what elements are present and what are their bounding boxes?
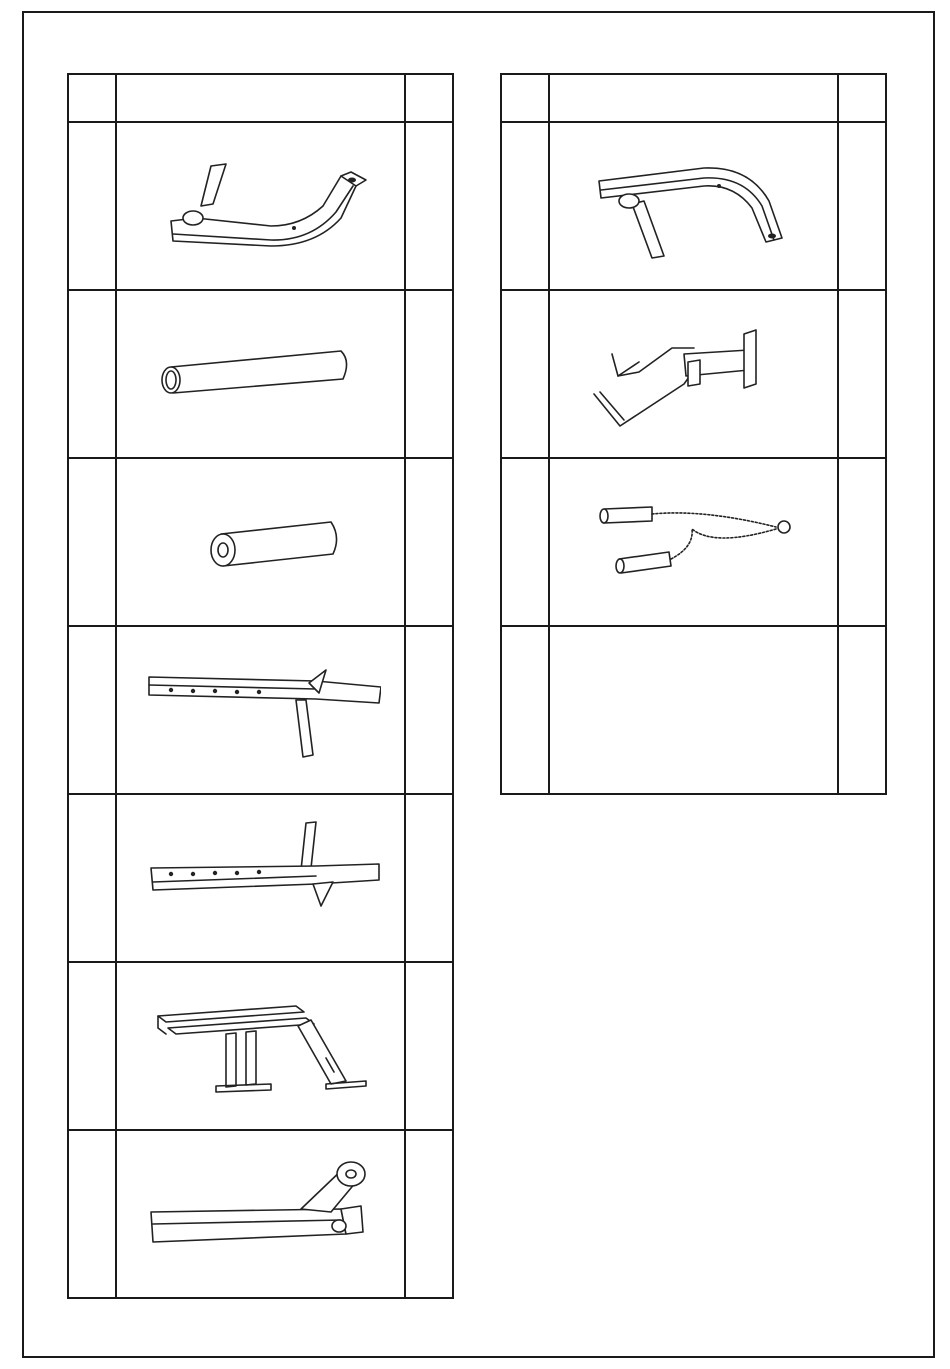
table-row	[68, 458, 453, 626]
part-image-cell	[549, 458, 838, 626]
handle-rope-icon	[584, 487, 804, 597]
part-image-cell	[116, 122, 405, 290]
header-description	[116, 74, 405, 122]
part-qty	[838, 458, 886, 626]
part-qty	[405, 1130, 453, 1298]
table-row	[501, 458, 886, 626]
perforated-bar-post-up-icon	[141, 818, 381, 938]
part-qty	[405, 794, 453, 962]
table-row	[68, 626, 453, 794]
short-tube-icon	[151, 492, 371, 592]
part-qty	[405, 122, 453, 290]
header-no	[68, 74, 116, 122]
part-qty	[838, 290, 886, 458]
long-tube-icon	[151, 339, 371, 409]
part-number	[68, 794, 116, 962]
part-qty	[405, 458, 453, 626]
part-number	[68, 458, 116, 626]
curved-frame-mirrored-icon	[584, 146, 804, 266]
part-image-cell	[549, 626, 838, 794]
table-row	[501, 626, 886, 794]
part-qty	[405, 626, 453, 794]
part-number	[68, 962, 116, 1130]
curved-frame-icon	[151, 146, 371, 266]
perforated-bar-post-down-icon	[141, 655, 381, 765]
part-qty	[405, 962, 453, 1130]
part-qty	[838, 626, 886, 794]
part-number	[501, 458, 549, 626]
part-image-cell	[549, 122, 838, 290]
part-image-cell	[116, 962, 405, 1130]
part-image-cell	[116, 290, 405, 458]
part-number	[501, 290, 549, 458]
table-row	[68, 290, 453, 458]
parts-table-left	[67, 73, 454, 1299]
part-image-cell	[116, 794, 405, 962]
table-header	[68, 74, 453, 122]
seat-frame-icon	[146, 986, 376, 1106]
header-qty	[838, 74, 886, 122]
table-row	[501, 290, 886, 458]
table-header	[501, 74, 886, 122]
header-description	[549, 74, 838, 122]
part-number	[501, 626, 549, 794]
table-row	[68, 962, 453, 1130]
bar-holder-hook-icon	[584, 314, 804, 434]
parts-table-right	[500, 73, 887, 795]
part-image-cell	[116, 1130, 405, 1298]
part-qty	[838, 122, 886, 290]
table-row	[501, 122, 886, 290]
part-number	[68, 626, 116, 794]
part-image-cell	[116, 626, 405, 794]
table-row	[68, 122, 453, 290]
header-qty	[405, 74, 453, 122]
part-image-cell	[116, 458, 405, 626]
part-number	[68, 122, 116, 290]
part-number	[501, 122, 549, 290]
part-number	[68, 1130, 116, 1298]
header-no	[501, 74, 549, 122]
part-number	[68, 290, 116, 458]
table-row	[68, 794, 453, 962]
table-row	[68, 1130, 453, 1298]
part-qty	[405, 290, 453, 458]
part-image-cell	[549, 290, 838, 458]
pivot-arm-icon	[141, 1154, 381, 1274]
